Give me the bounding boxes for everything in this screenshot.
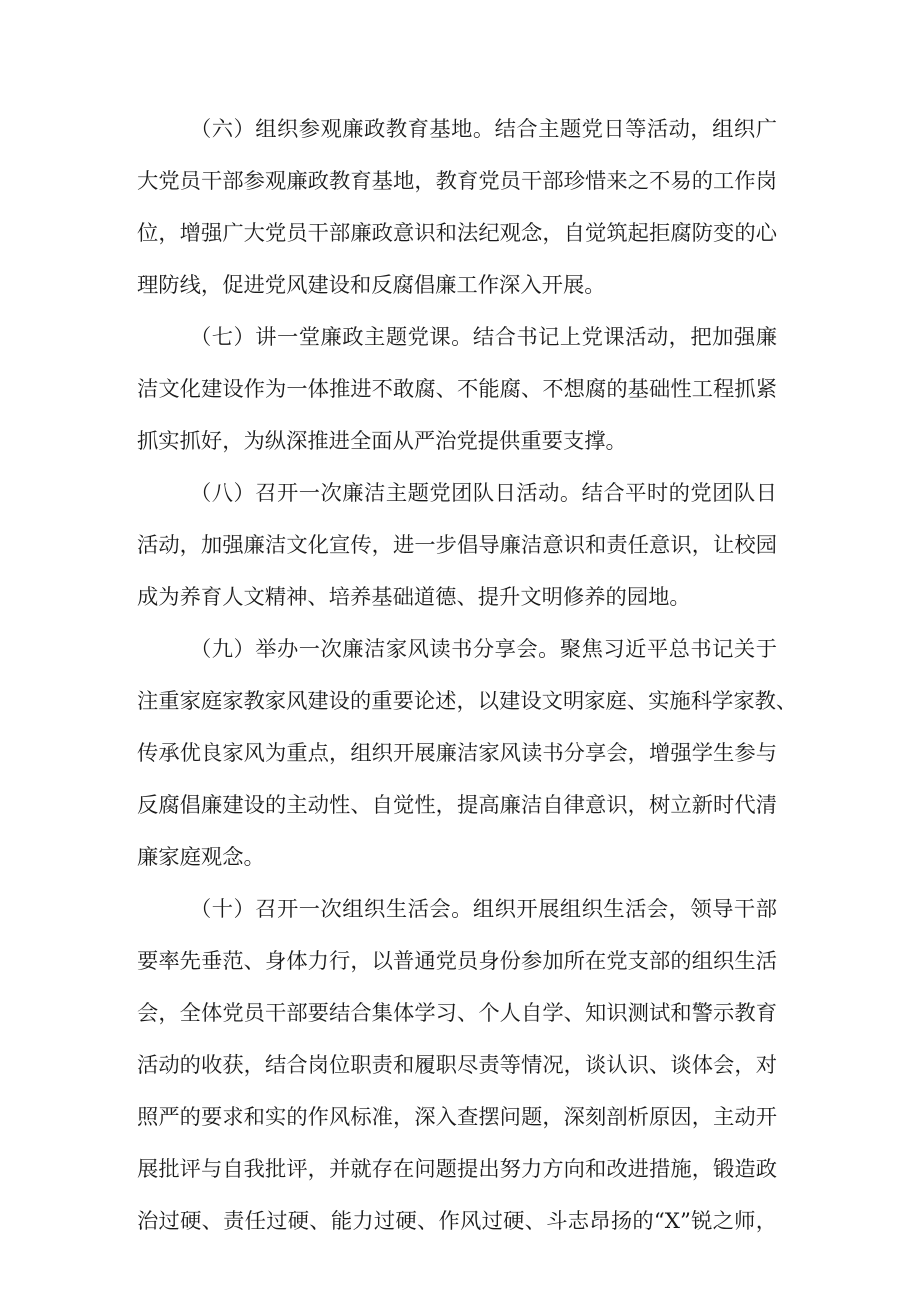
paragraph-9-line-2: 注重家庭家教家风建设的重要论述，以建设文明家庭、实施科学家教、 xyxy=(137,689,798,714)
paragraph-8-line-3: 成为养育人文精神、培养基础道德、提升文明修养的园地。 xyxy=(137,585,691,610)
paragraph-10-line-7: 治过硬、责任过硬、能力过硬、作风过硬、斗志昂扬的“X”锐之师， xyxy=(137,1209,777,1234)
paragraph-6-line-3: 位，增强广大党员干部廉政意识和法纪观念，自觉筑起拒腐防变的心 xyxy=(137,221,777,246)
paragraph-10-line-6: 展批评与自我批评，并就存在问题提出努力方向和改进措施，锻造政 xyxy=(137,1157,777,1182)
paragraph-9-line-4: 反腐倡廉建设的主动性、自觉性，提高廉洁自律意识，树立新时代清 xyxy=(137,793,777,818)
paragraph-6-line-4: 理防线，促进党风建设和反腐倡廉工作深入开展。 xyxy=(137,273,606,298)
paragraph-9-line-1: （九）举办一次廉洁家风读书分享会。聚焦习近平总书记关于 xyxy=(190,637,777,662)
paragraph-6-line-1: （六）组织参观廉政教育基地。结合主题党日等活动，组织广 xyxy=(190,117,777,142)
paragraph-10-line-1: （十）召开一次组织生活会。组织开展组织生活会，领导干部 xyxy=(190,897,777,922)
paragraph-8-line-2: 活动，加强廉洁文化宣传，进一步倡导廉洁意识和责任意识，让校园 xyxy=(137,533,777,558)
paragraph-9-line-5: 廉家庭观念。 xyxy=(137,845,265,870)
paragraph-10-line-4: 活动的收获，结合岗位职责和履职尽责等情况，谈认识、谈体会，对 xyxy=(137,1053,777,1078)
paragraph-10-line-3: 会，全体党员干部要结合集体学习、个人自学、知识测试和警示教育 xyxy=(137,1001,777,1026)
paragraph-7-line-3: 抓实抓好，为纵深推进全面从严治党提供重要支撑。 xyxy=(137,429,627,454)
paragraph-9-line-3: 传承优良家风为重点，组织开展廉洁家风读书分享会，增强学生参与 xyxy=(137,741,777,766)
paragraph-10-line-2: 要率先垂范、身体力行，以普通党员身份参加所在党支部的组织生活 xyxy=(137,949,777,974)
paragraph-8-line-1: （八）召开一次廉洁主题党团队日活动。结合平时的党团队日 xyxy=(190,481,777,506)
paragraph-10-line-5: 照严的要求和实的作风标准，深入查摆问题，深刻剖析原因，主动开 xyxy=(137,1105,777,1130)
paragraph-7-line-2: 洁文化建设作为一体推进不敢腐、不能腐、不想腐的基础性工程抓紧 xyxy=(137,377,777,402)
paragraph-7-line-1: （七）讲一堂廉政主题党课。结合书记上党课活动，把加强廉 xyxy=(190,325,777,350)
paragraph-6-line-2: 大党员干部参观廉政教育基地，教育党员干部珍惜来之不易的工作岗 xyxy=(137,169,777,194)
